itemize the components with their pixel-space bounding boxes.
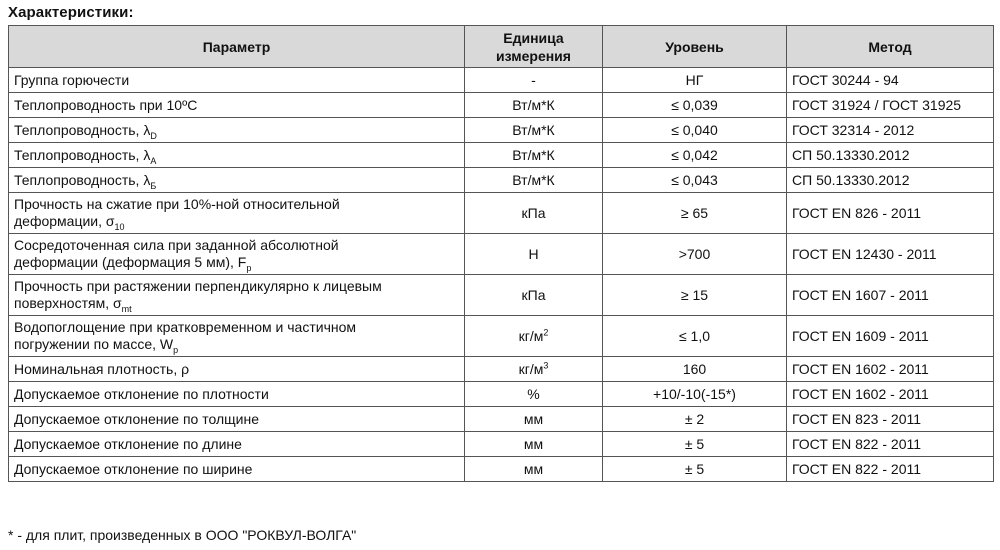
method-cell <box>787 68 994 93</box>
unit-cell <box>465 68 603 93</box>
level-text: ± 5 <box>684 435 705 452</box>
column-header-param: Параметр <box>9 26 465 68</box>
param-text-line2: деформации, σ <box>14 213 115 229</box>
param-cell <box>9 275 465 316</box>
param-text: Допускаемое отклонение по толщине <box>14 410 259 427</box>
table-row <box>9 316 994 357</box>
param-text: Теплопроводность, λ <box>14 146 151 163</box>
level-text: 160 <box>682 360 707 377</box>
unit-text: Н <box>528 245 539 262</box>
param-cell <box>9 407 465 432</box>
method-text: СП 50.13330.2012 <box>792 146 910 163</box>
unit-text: Вт/м*К <box>512 146 555 163</box>
level-text: НГ <box>685 71 704 88</box>
unit-text: мм <box>523 460 544 477</box>
param-text: Теплопроводность при 10ºС <box>14 96 198 113</box>
unit-cell <box>465 275 603 316</box>
unit-cell <box>465 407 603 432</box>
unit-cell <box>465 168 603 193</box>
table-row <box>9 118 994 143</box>
level-cell <box>603 168 787 193</box>
column-header-level: Уровень <box>603 26 787 68</box>
method-text: ГОСТ 31924 / ГОСТ 31925 <box>792 96 962 113</box>
unit-text: Вт/м*К <box>512 96 555 113</box>
level-text: ≤ 0,039 <box>671 96 718 113</box>
param-text-line1: Прочность на сжатие при 10%-ной относительной <box>14 196 340 212</box>
method-text: ГОСТ EN 823 - 2011 <box>792 410 922 427</box>
method-cell <box>787 407 994 432</box>
param-cell <box>9 118 465 143</box>
param-text: Группа горючести <box>14 71 130 88</box>
method-text: ГОСТ EN 1602 - 2011 <box>792 360 929 377</box>
param-cell <box>9 457 465 482</box>
table-row <box>9 407 994 432</box>
page-title: Характеристики: <box>8 4 134 21</box>
param-cell <box>9 93 465 118</box>
unit-superscript: 3 <box>543 359 549 370</box>
method-cell <box>787 234 994 275</box>
table-row <box>9 275 994 316</box>
param-cell <box>9 357 465 382</box>
param-text: Допускаемое отклонение по ширине <box>14 460 253 477</box>
unit-text: мм <box>523 435 544 452</box>
table-row <box>9 168 994 193</box>
method-text: ГОСТ 30244 - 94 <box>792 71 899 88</box>
level-text: ± 5 <box>684 460 705 477</box>
param-text: Допускаемое отклонение по длине <box>14 435 242 452</box>
method-cell <box>787 432 994 457</box>
method-text: ГОСТ EN 822 - 2011 <box>792 460 922 477</box>
unit-cell <box>465 382 603 407</box>
table-row <box>9 68 994 93</box>
level-text: ≤ 1,0 <box>678 327 711 344</box>
param-cell <box>9 143 465 168</box>
level-text: ± 2 <box>684 410 705 427</box>
param-text-line1: Сосредоточенная сила при заданной абсолютной <box>14 237 339 253</box>
method-cell <box>787 193 994 234</box>
unit-text: кг/м <box>518 360 544 377</box>
table-row <box>9 357 994 382</box>
param-cell <box>9 382 465 407</box>
param-text-line1: Водопоглощение при кратковременном и частичном <box>14 319 357 335</box>
level-text: ≤ 0,042 <box>671 146 718 163</box>
param-cell <box>9 168 465 193</box>
column-header-unit-line1: Единица <box>503 29 564 46</box>
method-text: ГОСТ EN 12430 - 2011 <box>792 245 937 262</box>
table-row <box>9 193 994 234</box>
unit-cell <box>465 457 603 482</box>
param-subscript: А <box>150 155 157 166</box>
method-text: СП 50.13330.2012 <box>792 171 910 188</box>
column-header-method: Метод <box>787 26 994 68</box>
unit-cell <box>465 143 603 168</box>
param-text: Допускаемое отклонение по плотности <box>14 385 269 402</box>
level-text: >700 <box>678 245 711 262</box>
unit-text: Вт/м*К <box>512 171 555 188</box>
unit-text: кг/м <box>518 327 544 344</box>
unit-cell <box>465 118 603 143</box>
method-cell <box>787 93 994 118</box>
unit-text: кПа <box>521 286 546 303</box>
unit-text: - <box>531 71 536 88</box>
param-cell <box>9 432 465 457</box>
table-row <box>9 93 994 118</box>
method-text: ГОСТ EN 822 - 2011 <box>792 435 922 452</box>
method-cell <box>787 316 994 357</box>
level-text: ≥ 15 <box>680 286 709 303</box>
footnote: * - для плит, произведенных в ООО "РОКВУЛ-ВОЛГА" <box>8 527 357 543</box>
column-header-unit <box>465 26 603 68</box>
method-cell <box>787 168 994 193</box>
table-row <box>9 143 994 168</box>
unit-cell <box>465 357 603 382</box>
method-text: ГОСТ EN 1607 - 2011 <box>792 286 929 303</box>
level-cell <box>603 316 787 357</box>
param-text-line2: погружении по массе, W <box>14 336 174 352</box>
unit-cell <box>465 234 603 275</box>
param-subscript: p <box>246 262 252 273</box>
param-subscript: mt <box>121 303 132 314</box>
unit-cell <box>465 316 603 357</box>
level-cell <box>603 193 787 234</box>
unit-text: мм <box>523 410 544 427</box>
unit-superscript: 2 <box>543 326 549 337</box>
method-cell <box>787 143 994 168</box>
level-text: ≥ 65 <box>680 204 709 221</box>
level-cell <box>603 407 787 432</box>
param-subscript: p <box>173 344 179 355</box>
param-text-line2: деформации (деформация 5 мм), F <box>14 254 247 270</box>
method-cell <box>787 275 994 316</box>
param-text: Теплопроводность, λ <box>14 171 151 188</box>
param-subscript: Б <box>150 180 157 191</box>
level-cell <box>603 93 787 118</box>
level-text: ≤ 0,040 <box>671 121 718 138</box>
table-row <box>9 457 994 482</box>
param-cell <box>9 193 465 234</box>
method-cell <box>787 382 994 407</box>
table-row <box>9 432 994 457</box>
level-cell <box>603 382 787 407</box>
unit-cell <box>465 432 603 457</box>
method-text: ГОСТ EN 1609 - 2011 <box>792 327 929 344</box>
column-header-unit-line2: измерения <box>496 47 571 64</box>
level-cell <box>603 234 787 275</box>
characteristics-table <box>8 25 994 482</box>
level-cell <box>603 275 787 316</box>
param-cell <box>9 234 465 275</box>
unit-text: % <box>527 385 540 402</box>
level-cell <box>603 118 787 143</box>
table-header-row <box>9 26 994 68</box>
method-text: ГОСТ EN 826 - 2011 <box>792 204 922 221</box>
level-cell <box>603 457 787 482</box>
level-text: ≤ 0,043 <box>671 171 718 188</box>
param-text-line1: Прочность при растяжении перпендикулярно к лицевым <box>14 278 382 294</box>
unit-text: кПа <box>521 204 546 221</box>
unit-cell <box>465 93 603 118</box>
level-cell <box>603 432 787 457</box>
param-cell <box>9 68 465 93</box>
level-cell <box>603 143 787 168</box>
unit-text: Вт/м*К <box>512 121 555 138</box>
table-row <box>9 382 994 407</box>
level-cell <box>603 68 787 93</box>
param-subscript: 10 <box>114 221 125 232</box>
method-cell <box>787 118 994 143</box>
table-row <box>9 234 994 275</box>
method-cell <box>787 457 994 482</box>
method-text: ГОСТ EN 1602 - 2011 <box>792 385 929 402</box>
method-cell <box>787 357 994 382</box>
param-text: Теплопроводность, λ <box>14 121 151 138</box>
param-text-line2: поверхностям, σ <box>14 295 122 311</box>
param-subscript: D <box>150 130 157 141</box>
level-cell <box>603 357 787 382</box>
param-cell <box>9 316 465 357</box>
param-text: Номинальная плотность, ρ <box>14 360 190 377</box>
unit-cell <box>465 193 603 234</box>
method-text: ГОСТ 32314 - 2012 <box>792 121 915 138</box>
level-text: +10/-10(-15*) <box>653 385 736 402</box>
